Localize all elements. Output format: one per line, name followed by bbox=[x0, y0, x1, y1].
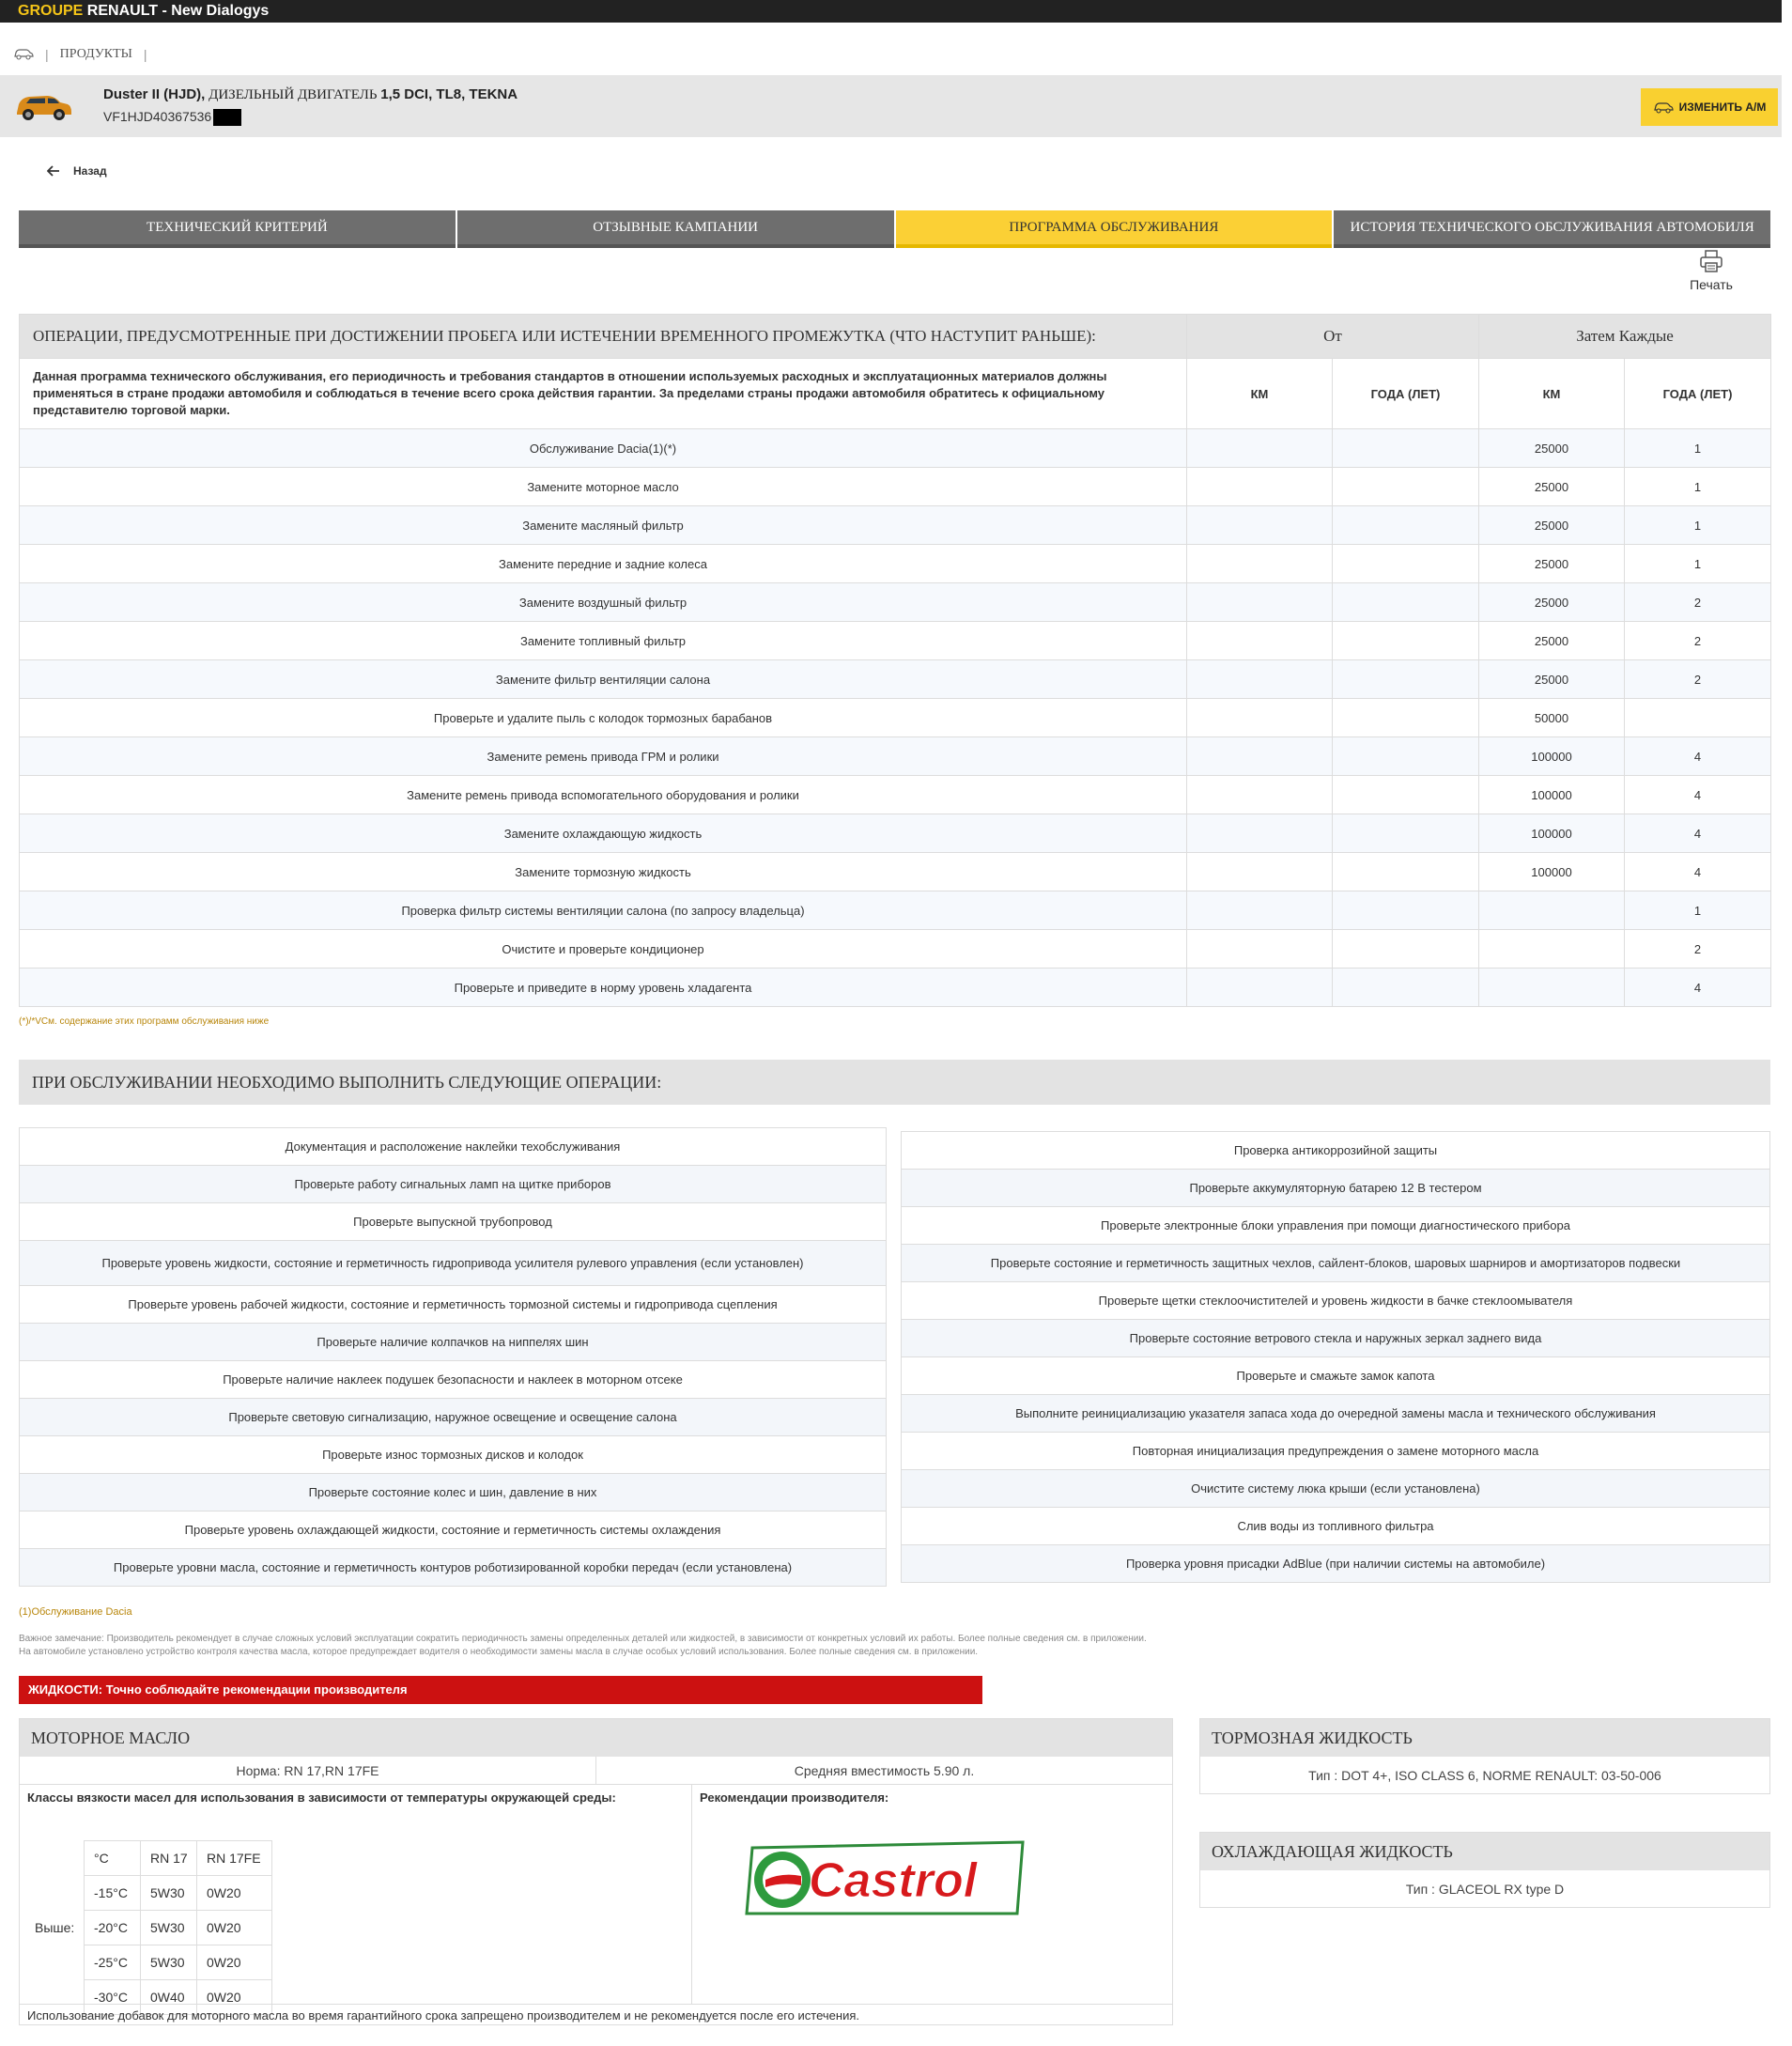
operation-row bbox=[902, 1545, 1770, 1583]
schedule-cell-op: Замените ремень привода ГРМ и ролики bbox=[20, 737, 1187, 776]
viscosity-cell: RN 17FE bbox=[197, 1841, 272, 1876]
printer-icon bbox=[1698, 248, 1724, 274]
operation-item: Проверьте и смажьте замок капота bbox=[902, 1357, 1770, 1395]
schedule-cell-op: Замените ремень привода вспомогательного оборудования и ролики bbox=[20, 776, 1187, 814]
operation-row bbox=[902, 1245, 1770, 1282]
manufacturer-recommendation bbox=[692, 1785, 1172, 2004]
schedule-cell-km bbox=[1479, 891, 1625, 930]
schedule-cell-years: 2 bbox=[1625, 583, 1771, 622]
schedule-cell-km bbox=[1479, 969, 1625, 1007]
engine-oil-specs bbox=[20, 1757, 1172, 1785]
schedule-cell-years: 4 bbox=[1625, 776, 1771, 814]
tab-maintenance-history[interactable]: ИСТОРИЯ ТЕХНИЧЕСКОГО ОБСЛУЖИВАНИЯ АВТОМОБИЛЯ bbox=[1334, 210, 1770, 248]
change-vehicle-label: ИЗМЕНИТЬ А/М bbox=[1678, 101, 1767, 114]
schedule-cell-from-km bbox=[1187, 429, 1333, 468]
vehicle-engine-label: ДИЗЕЛЬНЫЙ ДВИГАТЕЛЬ bbox=[205, 87, 381, 102]
tab-maintenance-program[interactable]: ПРОГРАММА ОБСЛУЖИВАНИЯ bbox=[896, 210, 1333, 248]
schedule-cell-km: 100000 bbox=[1479, 737, 1625, 776]
schedule-cell-op: Проверка фильтр системы вентиляции салона (по запросу владельца) bbox=[20, 891, 1187, 930]
app-title-bar bbox=[0, 0, 1782, 23]
schedule-cell-op: Проверьте и приведите в норму уровень хладагента bbox=[20, 969, 1187, 1007]
schedule-cell-years: 1 bbox=[1625, 545, 1771, 583]
operation-item: Выполните реинициализацию указателя запаса хода до очередной замены масла и технического обслуживания bbox=[902, 1395, 1770, 1433]
tab-recall-campaigns[interactable]: ОТЗЫВНЫЕ КАМПАНИИ bbox=[457, 210, 894, 248]
operation-item: Проверьте работу сигнальных ламп на щитке приборов bbox=[20, 1166, 887, 1203]
important-note: Важное замечание: Производитель рекомендует в случае сложных условий эксплуатации сократить периодичность замены определенных деталей или жидкостей, в зависимости от конкретных условий их работы. Более полные сведения см. в приложении. bbox=[19, 1634, 1147, 1644]
brand-name: RENAULT - New Dialogys bbox=[86, 3, 270, 19]
schedule-note: Данная программа технического обслуживания, его периодичность и требования стандартов в отношении используемых расходных и эксплуатационных материалов должны применяться в стране продажи автомобиля и соблюдаться в течение всего срока действия гарантии. За пределами страны продажи автомобиля обратитесь к официальному представителю торговой марки. bbox=[20, 359, 1187, 429]
operation-item: Проверьте износ тормозных дисков и колодок bbox=[20, 1436, 887, 1474]
schedule-cell-op: Замените охлаждающую жидкость bbox=[20, 814, 1187, 853]
schedule-cell-from-km bbox=[1187, 660, 1333, 699]
viscosity-cell: -20°C bbox=[85, 1911, 141, 1945]
back-label: Назад bbox=[73, 164, 107, 178]
schedule-row bbox=[20, 429, 1771, 468]
column-km: КМ bbox=[1479, 359, 1625, 429]
schedule-row bbox=[20, 468, 1771, 506]
viscosity-cell: -30°C bbox=[85, 1980, 141, 2015]
viscosity-row bbox=[85, 1911, 272, 1945]
schedule-cell-years: 1 bbox=[1625, 429, 1771, 468]
operation-item: Проверьте наличие наклеек подушек безопасности и наклеек в моторном отсеке bbox=[20, 1361, 887, 1399]
schedule-cell-from-years bbox=[1333, 699, 1479, 737]
schedule-cell-km: 25000 bbox=[1479, 622, 1625, 660]
schedule-cell-from-years bbox=[1333, 814, 1479, 853]
schedule-cell-from-years bbox=[1333, 622, 1479, 660]
viscosity-cell: 0W40 bbox=[141, 1980, 197, 2015]
schedule-row bbox=[20, 737, 1771, 776]
schedule-cell-from-years bbox=[1333, 468, 1479, 506]
schedule-cell-years: 2 bbox=[1625, 660, 1771, 699]
operation-item: Очистите систему люка крыши (если установлена) bbox=[902, 1470, 1770, 1508]
recommendation-label: Рекомендации производителя: bbox=[700, 1790, 889, 1805]
operation-row bbox=[902, 1207, 1770, 1245]
engine-oil-title: МОТОРНОЕ МАСЛО bbox=[20, 1719, 1172, 1757]
maintenance-schedule-table bbox=[19, 314, 1771, 1007]
product-nav bbox=[13, 43, 159, 66]
viscosity-cell: 0W20 bbox=[197, 1945, 272, 1980]
vin-redaction bbox=[213, 109, 241, 126]
car-nav-icon[interactable] bbox=[13, 47, 34, 63]
schedule-cell-from-km bbox=[1187, 853, 1333, 891]
schedule-cell-years: 2 bbox=[1625, 930, 1771, 969]
operation-item: Слив воды из топливного фильтра bbox=[902, 1508, 1770, 1545]
section-tabs bbox=[19, 210, 1770, 248]
viscosity-cell: -25°C bbox=[85, 1945, 141, 1980]
operation-row bbox=[902, 1395, 1770, 1433]
nav-separator: | bbox=[143, 47, 147, 62]
tab-technical-criteria[interactable]: ТЕХНИЧЕСКИЙ КРИТЕРИЙ bbox=[19, 210, 456, 248]
viscosity-row bbox=[85, 1945, 272, 1980]
operation-item: Документация и расположение наклейки техобслуживания bbox=[20, 1128, 887, 1166]
coolant-type: Тип : GLACEOL RX type D bbox=[1405, 1882, 1565, 1897]
operation-row bbox=[902, 1470, 1770, 1508]
oil-additive-note: Использование добавок для моторного масла во время гарантийного срока запрещено производителем и не рекомендуется после его истечения. bbox=[20, 2004, 1172, 2026]
operation-item: Проверьте аккумуляторную батарею 12 В тестером bbox=[902, 1170, 1770, 1207]
vin-text: VF1HJD40367536 bbox=[103, 109, 212, 124]
vehicle-bar bbox=[0, 75, 1782, 137]
schedule-row bbox=[20, 545, 1771, 583]
schedule-cell-km: 100000 bbox=[1479, 776, 1625, 814]
viscosity-row bbox=[85, 1876, 272, 1911]
back-link[interactable] bbox=[47, 164, 107, 178]
viscosity-cell: -15°C bbox=[85, 1876, 141, 1911]
schedule-cell-years: 4 bbox=[1625, 737, 1771, 776]
schedule-cell-from-years bbox=[1333, 429, 1479, 468]
vehicle-engine: 1,5 DCI, TL8, TEKNA bbox=[380, 86, 518, 102]
schedule-cell-from-km bbox=[1187, 737, 1333, 776]
coolant-panel bbox=[1199, 1832, 1770, 1908]
schedule-cell-from-km bbox=[1187, 622, 1333, 660]
schedule-cell-from-years bbox=[1333, 853, 1479, 891]
schedule-cell-from-km bbox=[1187, 545, 1333, 583]
viscosity-label: Классы вязкости масел для использования в зависимости от температуры окружающей среды: bbox=[27, 1790, 616, 1805]
schedule-cell-from-km bbox=[1187, 891, 1333, 930]
arrow-left-icon bbox=[47, 165, 60, 177]
operation-row bbox=[902, 1433, 1770, 1470]
operation-row bbox=[20, 1549, 887, 1587]
operation-row bbox=[902, 1320, 1770, 1357]
viscosity-table bbox=[84, 1840, 272, 2015]
vehicle-thumbnail-icon bbox=[13, 90, 73, 122]
schedule-then-header: Затем Каждые bbox=[1479, 315, 1771, 359]
above-label: Выше: bbox=[35, 1920, 75, 1935]
operation-item: Проверьте уровень охлаждающей жидкости, состояние и герметичность системы охлаждения bbox=[20, 1511, 887, 1549]
operation-item: Повторная инициализация предупреждения о замене моторного масла bbox=[902, 1433, 1770, 1470]
schedule-cell-op: Проверьте и удалите пыль с колодок тормозных барабанов bbox=[20, 699, 1187, 737]
schedule-footnote: (*)/*VСм. содержание этих программ обслуживания ниже bbox=[19, 1016, 270, 1027]
schedule-header-row bbox=[20, 315, 1771, 359]
nav-separator: | bbox=[45, 47, 49, 62]
schedule-cell-from-years bbox=[1333, 891, 1479, 930]
schedule-cell-op: Замените фильтр вентиляции салона bbox=[20, 660, 1187, 699]
brake-fluid-panel bbox=[1199, 1718, 1770, 1794]
vehicle-vin bbox=[103, 109, 241, 126]
operation-row bbox=[20, 1436, 887, 1474]
schedule-cell-from-years bbox=[1333, 660, 1479, 699]
operation-row bbox=[20, 1399, 887, 1436]
schedule-cell-op: Замените тормозную жидкость bbox=[20, 853, 1187, 891]
operation-item: Проверка уровня присадки AdBlue (при наличии системы на автомобиле) bbox=[902, 1545, 1770, 1583]
schedule-cell-km: 25000 bbox=[1479, 583, 1625, 622]
schedule-row bbox=[20, 814, 1771, 853]
schedule-cell-from-years bbox=[1333, 583, 1479, 622]
operation-row bbox=[20, 1241, 887, 1286]
operation-item: Проверьте уровень рабочей жидкости, состояние и герметичность тормозной системы и гидропривода сцепления bbox=[20, 1286, 887, 1324]
operation-item: Проверьте щетки стеклоочистителей и уровень жидкости в бачке стеклоомывателя bbox=[902, 1282, 1770, 1320]
viscosity-cell: 5W30 bbox=[141, 1876, 197, 1911]
schedule-cell-from-years bbox=[1333, 737, 1479, 776]
operation-item: Проверьте уровни масла, состояние и герметичность контуров роботизированной коробки передач (если установлена) bbox=[20, 1549, 887, 1587]
schedule-cell-op: Очистите и проверьте кондиционер bbox=[20, 930, 1187, 969]
viscosity-header-row bbox=[85, 1841, 272, 1876]
schedule-cell-from-km bbox=[1187, 814, 1333, 853]
schedule-cell-km: 25000 bbox=[1479, 429, 1625, 468]
operations-right-table bbox=[901, 1131, 1770, 1583]
schedule-title: ОПЕРАЦИИ, ПРЕДУСМОТРЕННЫЕ ПРИ ДОСТИЖЕНИИ ПРОБЕГА ИЛИ ИСТЕЧЕНИИ ВРЕМЕННОГО ПРОМЕЖУТКА (ЧТО НАСТУПИТ РАНЬШЕ): bbox=[20, 315, 1187, 359]
schedule-row bbox=[20, 660, 1771, 699]
schedule-cell-from-km bbox=[1187, 930, 1333, 969]
schedule-cell-from-years bbox=[1333, 969, 1479, 1007]
operation-row bbox=[20, 1203, 887, 1241]
fluids-alert-banner: ЖИДКОСТИ: Точно соблюдайте рекомендации производителя bbox=[19, 1676, 982, 1704]
schedule-row bbox=[20, 699, 1771, 737]
car-icon bbox=[1653, 101, 1674, 114]
schedule-row bbox=[20, 891, 1771, 930]
vehicle-title bbox=[103, 86, 518, 103]
viscosity-cell: RN 17 bbox=[141, 1841, 197, 1876]
schedule-cell-years: 4 bbox=[1625, 814, 1771, 853]
schedule-from-header: От bbox=[1187, 315, 1479, 359]
schedule-row bbox=[20, 930, 1771, 969]
schedule-subheader-row bbox=[20, 359, 1771, 429]
schedule-row bbox=[20, 776, 1771, 814]
column-years: ГОДА (ЛЕТ) bbox=[1625, 359, 1771, 429]
operation-item: Проверьте электронные блоки управления при помощи диагностического прибора bbox=[902, 1207, 1770, 1245]
castrol-wordmark: Castrol bbox=[809, 1853, 978, 1908]
schedule-cell-km: 100000 bbox=[1479, 853, 1625, 891]
operations-header: ПРИ ОБСЛУЖИВАНИИ НЕОБХОДИМО ВЫПОЛНИТЬ СЛЕДУЮЩИЕ ОПЕРАЦИИ: bbox=[19, 1060, 1770, 1105]
print-label: Печать bbox=[1690, 277, 1733, 292]
operation-row bbox=[902, 1170, 1770, 1207]
operation-item: Проверьте уровень жидкости, состояние и герметичность гидропривода усилителя рулевого управления (если установлен) bbox=[20, 1241, 887, 1286]
schedule-cell-km bbox=[1479, 930, 1625, 969]
oil-monitor-note: На автомобиле установлено устройство контроля качества масла, которое предупреждает водителя о необходимости замены масла в случае особых условий использования. Более полные сведения см. в приложении. bbox=[19, 1647, 979, 1657]
viscosity-cell: 0W20 bbox=[197, 1911, 272, 1945]
operation-row bbox=[20, 1324, 887, 1361]
operation-row bbox=[902, 1357, 1770, 1395]
schedule-cell-from-km bbox=[1187, 468, 1333, 506]
schedule-row bbox=[20, 853, 1771, 891]
schedule-cell-from-years bbox=[1333, 506, 1479, 545]
operation-item: Проверьте состояние ветрового стекла и наружных зеркал заднего вида bbox=[902, 1320, 1770, 1357]
brand-prefix: GROUPE bbox=[18, 3, 84, 19]
schedule-cell-from-km bbox=[1187, 699, 1333, 737]
schedule-cell-years: 2 bbox=[1625, 622, 1771, 660]
schedule-cell-from-km bbox=[1187, 969, 1333, 1007]
operation-item: Проверьте световую сигнализацию, наружное освещение и освещение салона bbox=[20, 1399, 887, 1436]
operation-row bbox=[902, 1508, 1770, 1545]
oil-capacity: Средняя вместимость 5.90 л. bbox=[794, 1763, 975, 1778]
schedule-cell-years: 4 bbox=[1625, 853, 1771, 891]
schedule-cell-op: Замените топливный фильтр bbox=[20, 622, 1187, 660]
important-notes bbox=[19, 1633, 1766, 1659]
schedule-row bbox=[20, 583, 1771, 622]
schedule-cell-km: 25000 bbox=[1479, 545, 1625, 583]
schedule-cell-op: Обслуживание Dacia(1)(*) bbox=[20, 429, 1187, 468]
schedule-cell-years: 1 bbox=[1625, 891, 1771, 930]
brake-fluid-title: ТОРМОЗНАЯ ЖИДКОСТЬ bbox=[1200, 1719, 1769, 1757]
column-km: КМ bbox=[1187, 359, 1333, 429]
engine-oil-panel bbox=[19, 1718, 1173, 2025]
products-link[interactable]: ПРОДУКТЫ bbox=[59, 47, 132, 61]
schedule-cell-km: 25000 bbox=[1479, 506, 1625, 545]
schedule-cell-years: 1 bbox=[1625, 506, 1771, 545]
viscosity-cell: °C bbox=[85, 1841, 141, 1876]
change-vehicle-button[interactable] bbox=[1641, 88, 1778, 126]
operation-row bbox=[902, 1132, 1770, 1170]
schedule-cell-from-km bbox=[1187, 583, 1333, 622]
schedule-cell-years bbox=[1625, 699, 1771, 737]
castrol-logo bbox=[745, 1838, 1027, 1917]
operations-left-table bbox=[19, 1127, 887, 1587]
oil-norm: Норма: RN 17,RN 17FE bbox=[20, 1757, 596, 1784]
schedule-cell-years: 1 bbox=[1625, 468, 1771, 506]
operation-row bbox=[20, 1128, 887, 1166]
schedule-cell-km: 25000 bbox=[1479, 660, 1625, 699]
schedule-cell-from-years bbox=[1333, 545, 1479, 583]
coolant-title: ОХЛАЖДАЮЩАЯ ЖИДКОСТЬ bbox=[1200, 1833, 1769, 1870]
schedule-cell-from-km bbox=[1187, 776, 1333, 814]
operation-row bbox=[20, 1474, 887, 1511]
print-button[interactable] bbox=[1683, 248, 1739, 292]
schedule-cell-km: 25000 bbox=[1479, 468, 1625, 506]
operation-row bbox=[902, 1282, 1770, 1320]
schedule-cell-km: 50000 bbox=[1479, 699, 1625, 737]
operation-row bbox=[20, 1361, 887, 1399]
operation-row bbox=[20, 1286, 887, 1324]
viscosity-section bbox=[20, 1785, 692, 2004]
schedule-cell-op: Замените моторное масло bbox=[20, 468, 1187, 506]
schedule-row bbox=[20, 506, 1771, 545]
schedule-cell-years: 4 bbox=[1625, 969, 1771, 1007]
operation-item: Проверьте выпускной трубопровод bbox=[20, 1203, 887, 1241]
schedule-cell-op: Замените передние и задние колеса bbox=[20, 545, 1187, 583]
schedule-row bbox=[20, 622, 1771, 660]
viscosity-cell: 5W30 bbox=[141, 1945, 197, 1980]
viscosity-cell: 0W20 bbox=[197, 1980, 272, 2015]
viscosity-cell: 0W20 bbox=[197, 1876, 272, 1911]
schedule-cell-from-km bbox=[1187, 506, 1333, 545]
operation-item: Проверьте состояние и герметичность защитных чехлов, сайлент-блоков, шаровых шарниров и амортизаторов подвески bbox=[902, 1245, 1770, 1282]
operation-row bbox=[20, 1511, 887, 1549]
schedule-cell-op: Замените масляный фильтр bbox=[20, 506, 1187, 545]
schedule-cell-km: 100000 bbox=[1479, 814, 1625, 853]
operations-footnote: (1)Обслуживание Dacia bbox=[19, 1606, 132, 1618]
schedule-cell-op: Замените воздушный фильтр bbox=[20, 583, 1187, 622]
operation-item: Проверка антикоррозийной защиты bbox=[902, 1132, 1770, 1170]
operation-row bbox=[20, 1166, 887, 1203]
viscosity-cell: 5W30 bbox=[141, 1911, 197, 1945]
operation-item: Проверьте наличие колпачков на ниппелях шин bbox=[20, 1324, 887, 1361]
schedule-row bbox=[20, 969, 1771, 1007]
schedule-cell-from-years bbox=[1333, 776, 1479, 814]
brake-fluid-type: Тип : DOT 4+, ISO CLASS 6, NORME RENAULT: 03-50-006 bbox=[1308, 1768, 1661, 1783]
operation-item: Проверьте состояние колес и шин, давление в них bbox=[20, 1474, 887, 1511]
vehicle-model: Duster II (HJD), bbox=[103, 86, 206, 102]
schedule-cell-from-years bbox=[1333, 930, 1479, 969]
column-years: ГОДА (ЛЕТ) bbox=[1333, 359, 1479, 429]
